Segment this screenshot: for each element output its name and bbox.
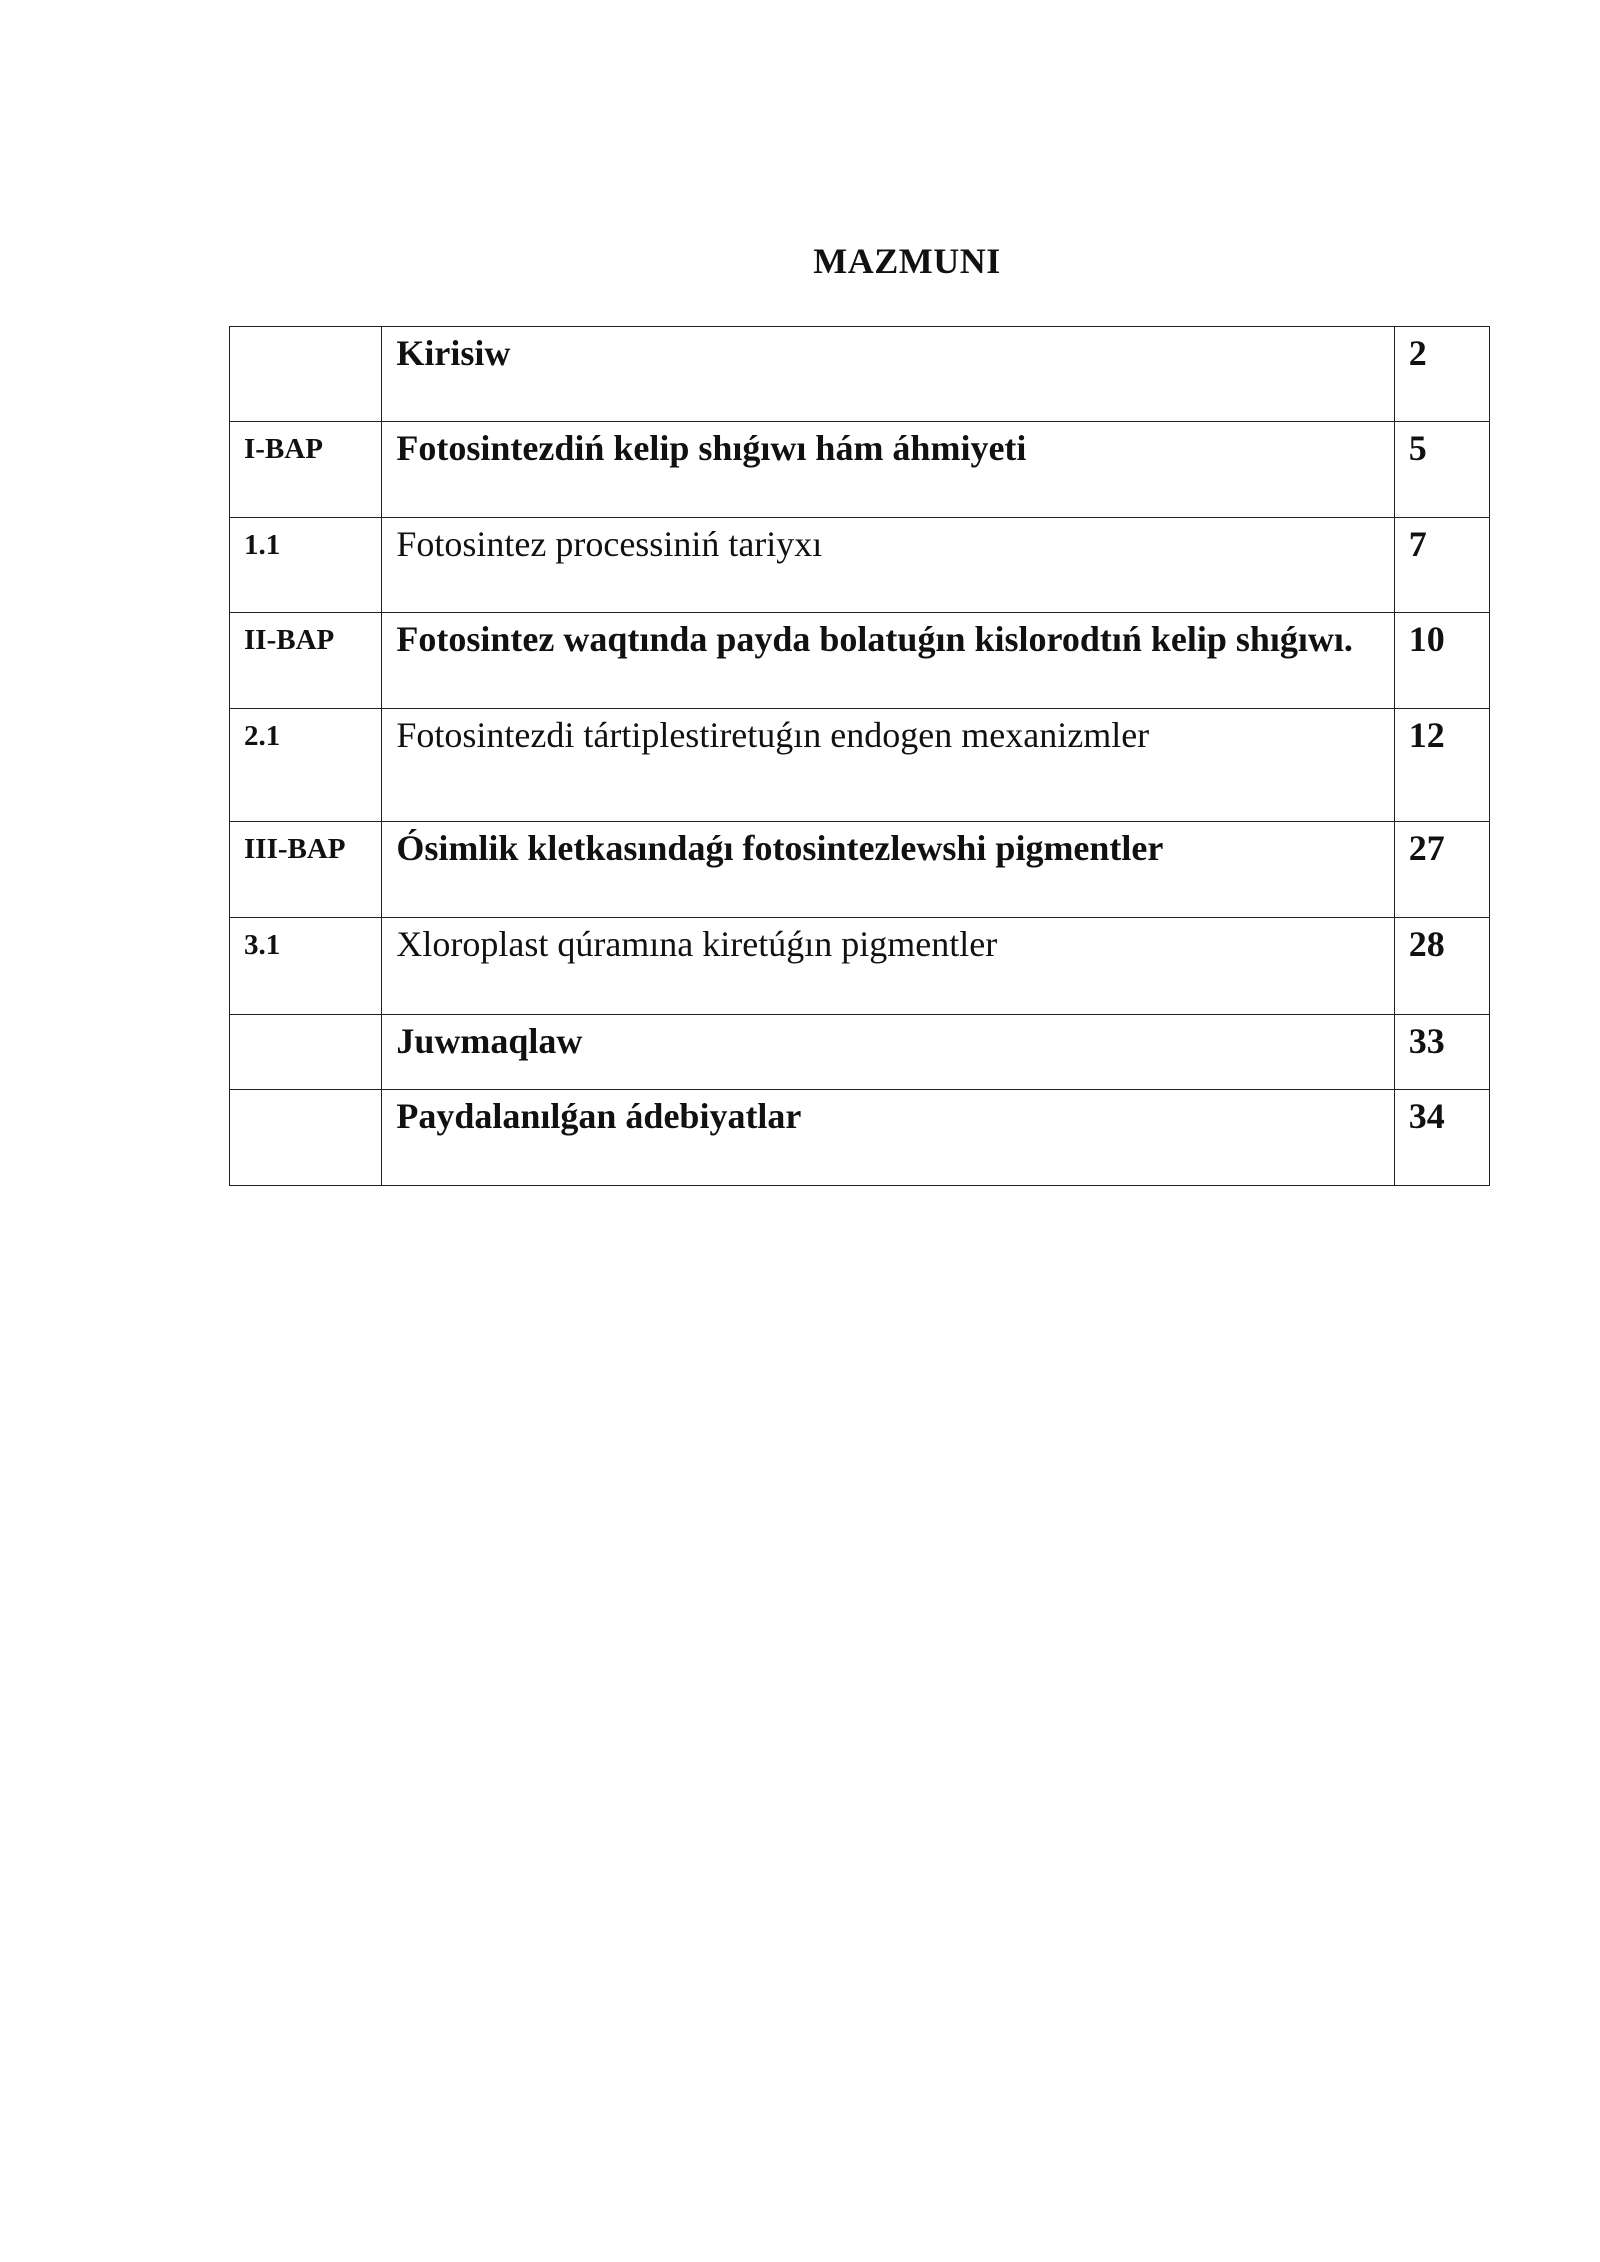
toc-row-title: Ósimlik kletkasındaǵı fotosintezlewshi pigmentler [382, 822, 1394, 918]
toc-row-section-1-1 [230, 518, 1490, 613]
toc-row-number [230, 1015, 382, 1090]
toc-row-chapter-2 [230, 613, 1490, 709]
toc-row-number: III-BAP [230, 822, 382, 918]
toc-row-chapter-1 [230, 422, 1490, 518]
toc-row-page: 33 [1394, 1015, 1489, 1090]
toc-row-page: 5 [1394, 422, 1489, 518]
toc-row-page: 2 [1394, 327, 1489, 422]
table-of-contents [229, 326, 1490, 1186]
toc-row-chapter-3 [230, 822, 1490, 918]
toc-row-page: 7 [1394, 518, 1489, 613]
toc-row-introduction [230, 327, 1490, 422]
toc-row-conclusion [230, 1015, 1490, 1090]
toc-row-title: Juwmaqlaw [382, 1015, 1394, 1090]
toc-row-page: 28 [1394, 918, 1489, 1015]
toc-row-number: 3.1 [230, 918, 382, 1015]
toc-row-title: Fotosintez waqtında payda bolatuǵın kislorodtıń kelip shıǵıwı. [382, 613, 1394, 709]
toc-row-number: I-BAP [230, 422, 382, 518]
toc-row-number: 2.1 [230, 709, 382, 822]
toc-row-page: 34 [1394, 1090, 1489, 1186]
toc-row-number: 1.1 [230, 518, 382, 613]
toc-row-number [230, 1090, 382, 1186]
toc-row-title: Fotosintezdiń kelip shıǵıwı hám áhmiyeti [382, 422, 1394, 518]
page-title: MAZMUNI [813, 241, 1001, 281]
toc-row-page: 10 [1394, 613, 1489, 709]
toc-row-number: II-BAP [230, 613, 382, 709]
toc-row-references [230, 1090, 1490, 1186]
toc-row-section-2-1 [230, 709, 1490, 822]
toc-row-title: Fotosintezdi tártiplestiretuǵın endogen mexanizmler [382, 709, 1394, 822]
toc-row-title: Xloroplast qúramına kiretúǵın pigmentler [382, 918, 1394, 1015]
toc-row-title: Paydalanılǵan ádebiyatlar [382, 1090, 1394, 1186]
toc-row-title: Fotosintez processiniń tariyxı [382, 518, 1394, 613]
toc-row-number [230, 327, 382, 422]
toc-row-page: 27 [1394, 822, 1489, 918]
toc-row-title: Kirisiw [382, 327, 1394, 422]
toc-row-page: 12 [1394, 709, 1489, 822]
toc-row-section-3-1 [230, 918, 1490, 1015]
